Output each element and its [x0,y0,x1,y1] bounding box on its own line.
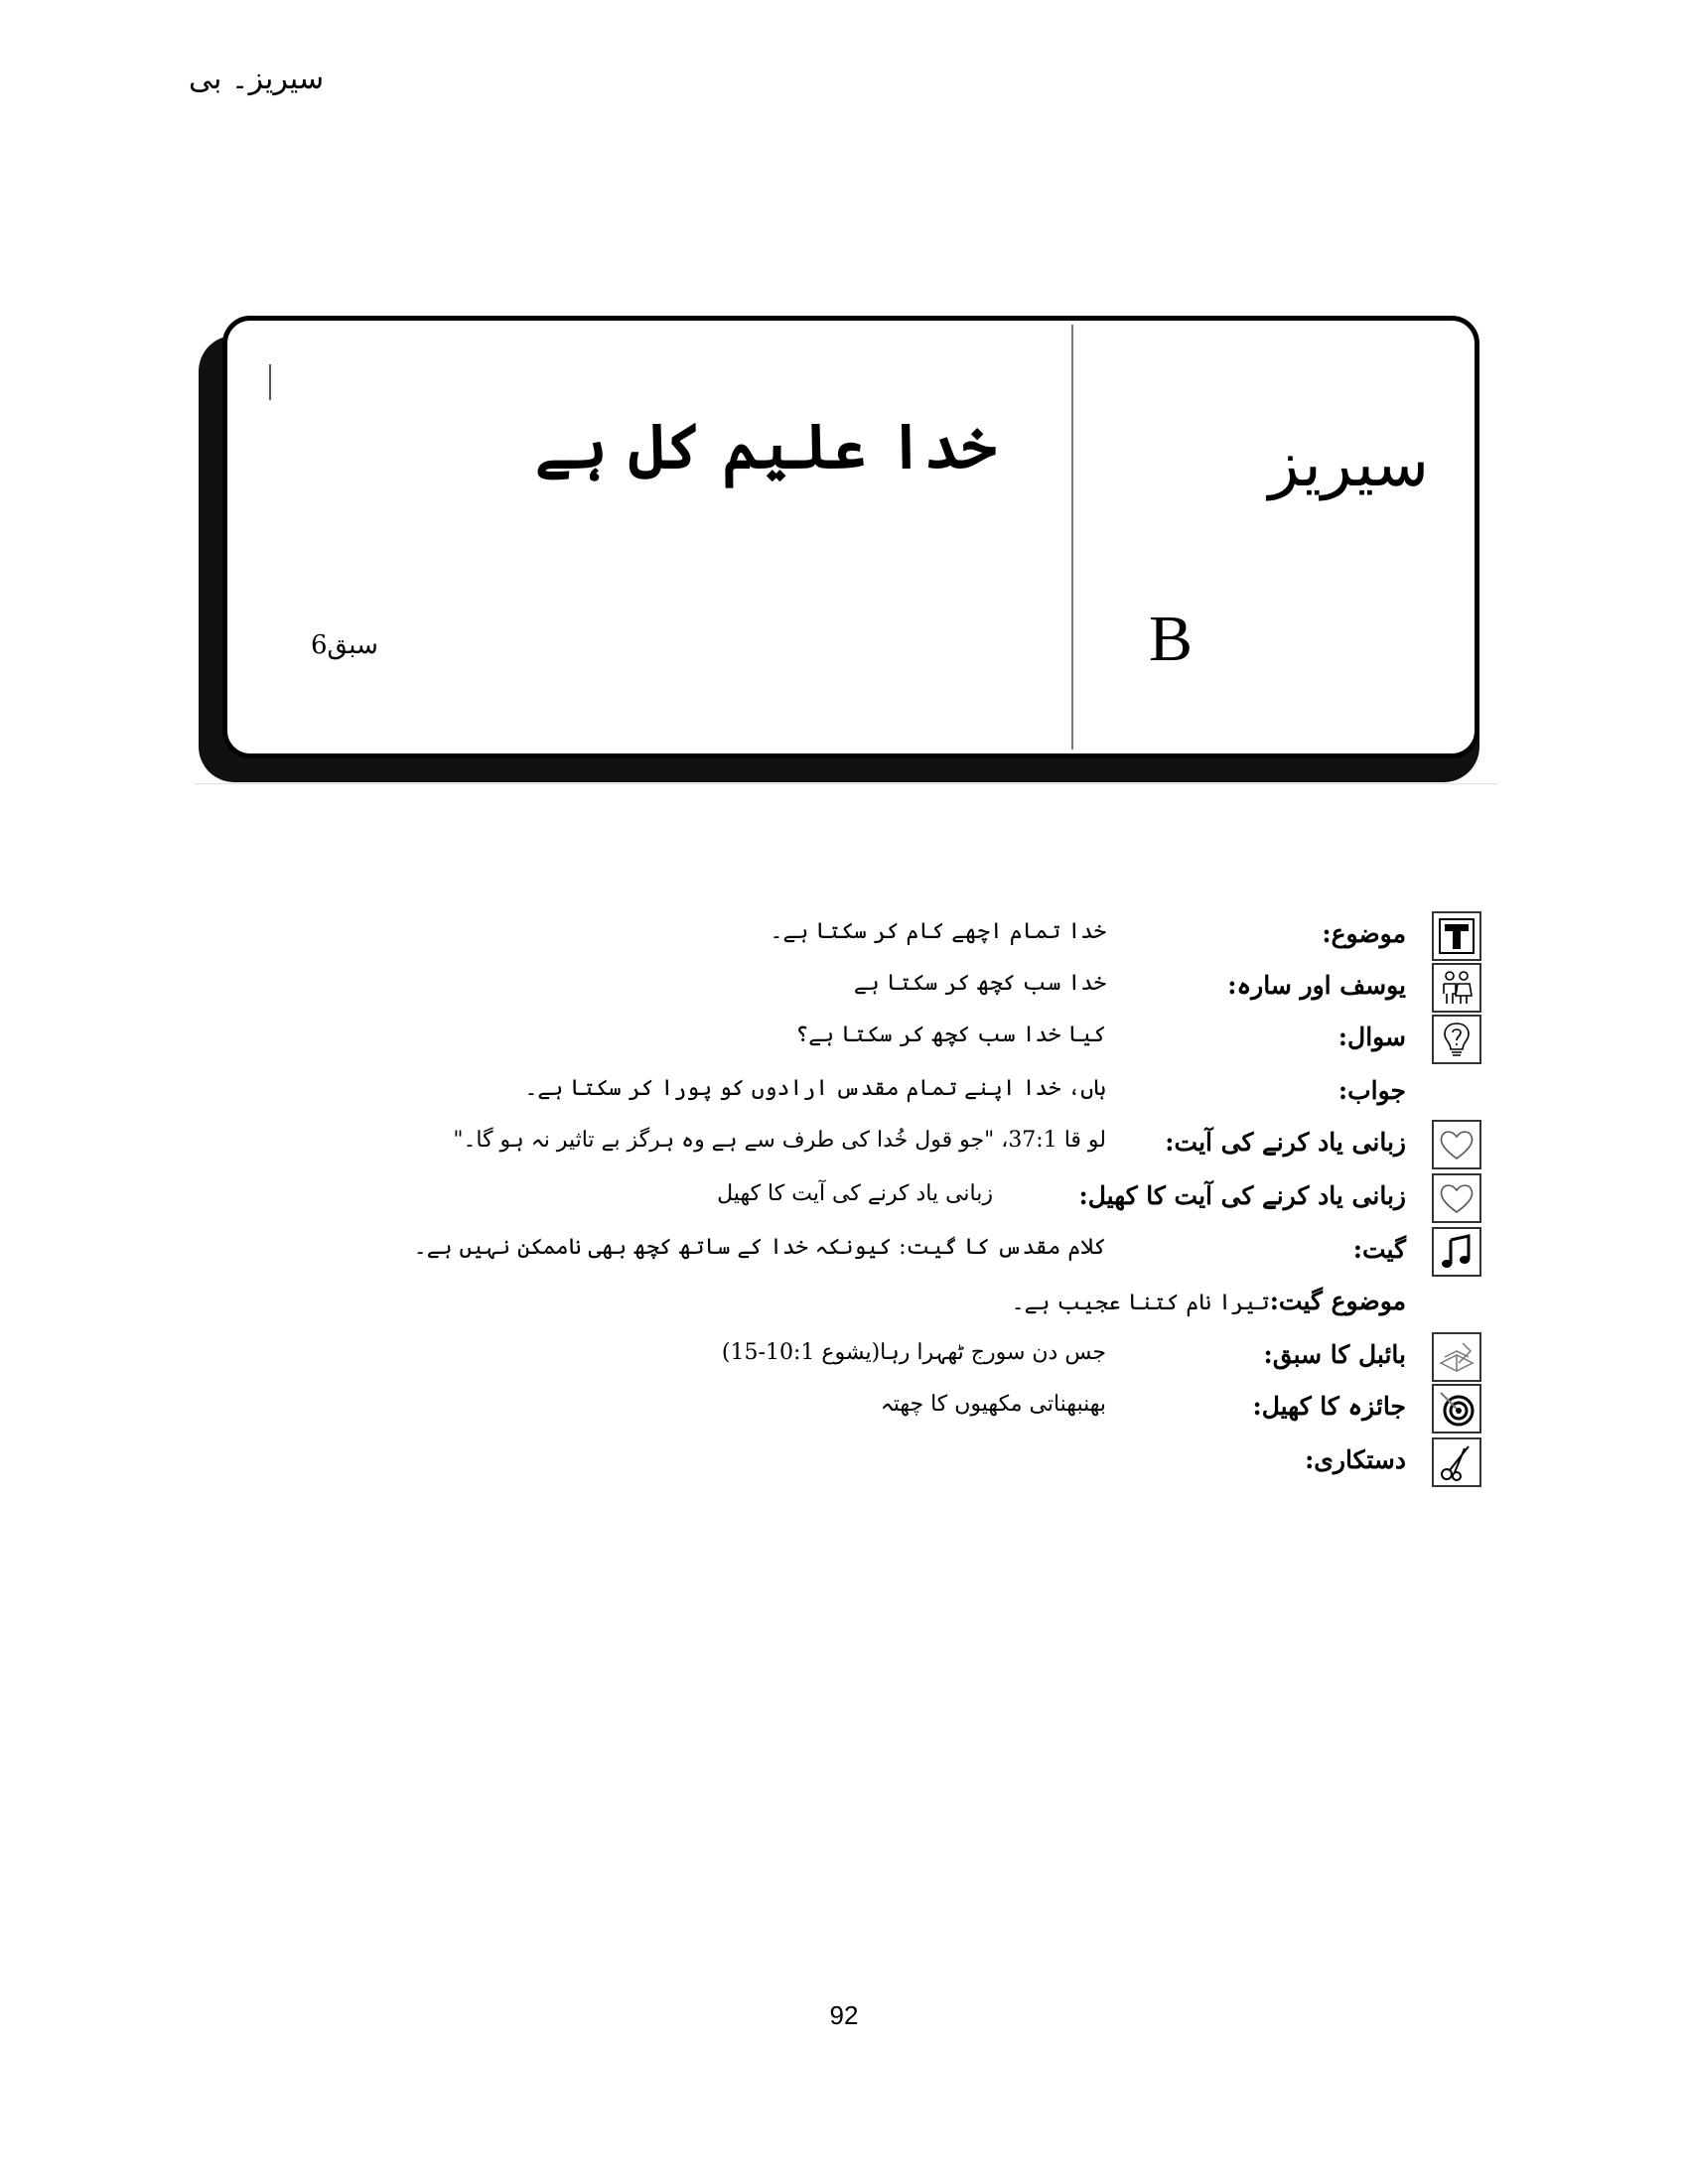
children-icon [1432,963,1481,1013]
card-underline [195,783,1497,784]
row-value: خدا تمام اچھے کام کر سکتا ہے۔ [770,919,1106,944]
row-value: خدا سب کچھ کر سکتا ہے [853,971,1106,996]
row-value: لو قا 37:1، "جو قول خُدا کی طرف سے ہے وہ ہرگز بے تاثیر نہ ہو گا۔" [453,1128,1106,1153]
row-value: کیا خدا سب کچھ کر سکتا ہے؟ [795,1023,1106,1047]
row-question [0,1015,1688,1066]
heart-icon [1432,1173,1481,1223]
row-value: بھنبھناتی مکھیوں کا چھتہ [880,1392,1106,1417]
theme-song-label: موضوع گیت: [1269,1287,1406,1315]
theme-song-value: تیرا نام کتنا عجیب ہے۔ [1011,1291,1270,1315]
row-label: بائبل کا سبق: [1263,1340,1406,1369]
row-song [0,1227,1688,1279]
row-label [1012,1287,1406,1315]
target-icon [1432,1384,1481,1433]
series-label: سیریز [1268,428,1429,501]
row-label: زبانی یاد کرنے کی آیت کا کھیل: [1078,1181,1406,1210]
page-number: 92 [829,2000,859,2030]
row-theme-song [0,1279,1688,1330]
row-label: یوسف اور سارہ: [1227,971,1406,1000]
row-label: جواب: [1337,1076,1406,1105]
row-label: دستکاری: [1305,1445,1406,1474]
question-bulb-icon [1432,1015,1481,1064]
running-header: سیریز۔ بی [189,62,325,96]
row-answer [0,1068,1688,1120]
row-label: جائزہ کا کھیل: [1252,1392,1406,1421]
scissors-icon [1432,1437,1481,1487]
row-review-game [0,1384,1688,1435]
row-value: جس دن سورج ٹھہرا رہا(یشوع 10:1-15) [721,1340,1106,1365]
row-label: گیت: [1352,1235,1406,1264]
series-letter: B [1149,603,1194,675]
card-tick-mark [269,364,271,400]
row-craft [0,1437,1688,1489]
lesson-number: سبق6 [311,630,378,660]
row-value: ہاں، خدا اپنے تمام مقدس ارادوں کو پورا کر سکتا ہے۔ [524,1076,1106,1101]
heart-icon [1432,1120,1481,1169]
row-label: موضوع: [1322,919,1406,948]
music-note-icon [1432,1227,1481,1277]
row-value: کلام مقدس کا گیت: کیونکہ خدا کے ساتھ کچھ بھی ناممکن نہیں ہے۔ [413,1235,1106,1260]
bible-icon [1432,1332,1481,1382]
row-memory-verse [0,1120,1688,1171]
lesson-title: خدا علیم کل ہے [535,410,997,482]
row-value: زبانی یاد کرنے کی آیت کا کھیل [717,1181,993,1206]
title-card [222,316,1479,758]
row-label: سوال: [1337,1023,1406,1051]
row-memory-verse-game [0,1173,1688,1225]
t-letter-icon [1432,911,1481,961]
row-topic [0,911,1688,963]
row-label: زبانی یاد کرنے کی آیت: [1165,1128,1406,1157]
row-bible-lesson [0,1332,1688,1384]
card-divider [1071,325,1073,750]
row-yousuf-sara [0,963,1688,1015]
